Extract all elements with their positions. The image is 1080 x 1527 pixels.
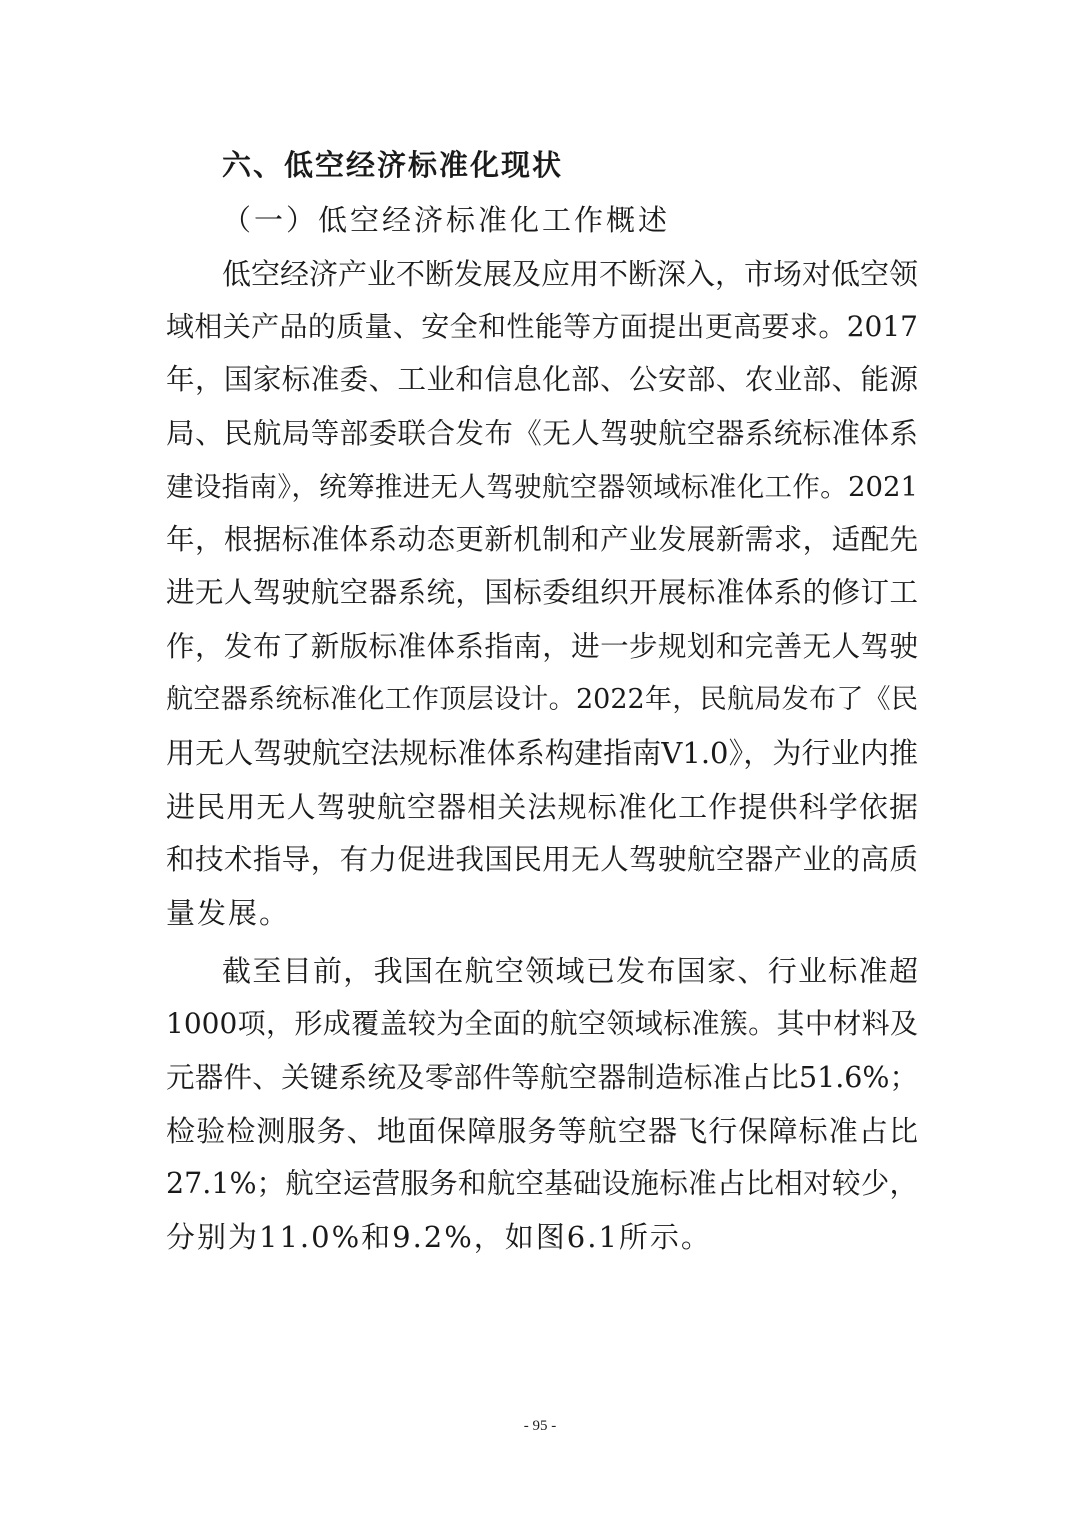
paragraph-1-line-6: 年，根据标准体系动态更新机制和产业发展新需求，适配先: [166, 523, 918, 556]
paragraph-2-line-6: 分别为11.0%和9.2%，如图6.1所示。: [166, 1220, 712, 1254]
paragraph-2-line-1: 截至目前，我国在航空领域已发布国家、行业标准超: [222, 954, 918, 988]
paragraph-1-line-3: 年，国家标准委、工业和信息化部、公安部、农业部、能源: [166, 363, 918, 396]
section-heading: 六、低空经济标准化现状: [222, 148, 564, 182]
paragraph-1-line-9: 航空器系统标准化工作顶层设计。2022年，民航局发布了《民: [166, 684, 918, 715]
paragraph-1-line-10: 用无人驾驶航空法规标准体系构建指南V1.0》，为行业内推: [166, 736, 918, 770]
paragraph-1-line-13: 量发展。: [166, 896, 291, 930]
paragraph-1-line-12: 和技术指导，有力促进我国民用无人驾驶航空器产业的高质: [166, 843, 918, 876]
paragraph-1-line-7: 进无人驾驶航空器系统，国标委组织开展标准体系的修订工: [166, 576, 918, 609]
paragraph-1-line-8: 作，发布了新版标准体系指南，进一步规划和完善无人驾驶: [166, 630, 918, 663]
paragraph-2-line-5: 27.1%；航空运营服务和航空基础设施标准占比相对较少，: [166, 1167, 918, 1200]
page-number: - 95 -: [523, 1418, 557, 1434]
paragraph-2-line-2: 1000项，形成覆盖较为全面的航空领域标准簇。其中材料及: [166, 1007, 918, 1040]
paragraph-1-line-2: 域相关产品的质量、安全和性能等方面提出更高要求。2017: [166, 310, 918, 343]
subsection-heading: （一）低空经济标准化工作概述: [222, 203, 671, 237]
paragraph-2-line-3: 元器件、关键系统及零部件等航空器制造标准占比51.6%；: [166, 1061, 918, 1094]
paragraph-2-line-4: 检验检测服务、地面保障服务等航空器飞行保障标准占比: [166, 1114, 918, 1148]
paragraph-1-line-1: 低空经济产业不断发展及应用不断深入，市场对低空领: [222, 257, 919, 291]
paragraph-1-line-11: 进民用无人驾驶航空器相关法规标准化工作提供科学依据: [166, 790, 918, 824]
paragraph-1-line-5: 建设指南》，统筹推进无人驾驶航空器领域标准化工作。2021: [166, 471, 918, 503]
paragraph-1-line-4: 局、民航局等部委联合发布《无人驾驶航空器系统标准体系: [166, 417, 918, 450]
